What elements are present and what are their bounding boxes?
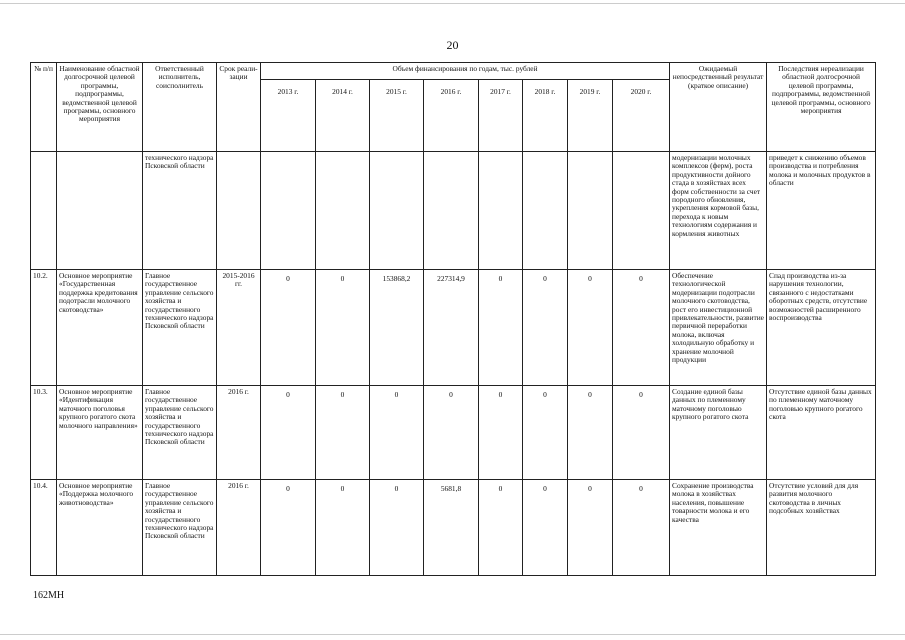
row-value: 0 <box>370 386 424 480</box>
row-value: 0 <box>261 270 316 386</box>
year-header: 2019 г. <box>568 80 613 152</box>
row-value: 0 <box>523 386 568 480</box>
header-num: № п/п <box>31 63 57 152</box>
row-num: 10.4. <box>31 480 57 576</box>
row-value: 0 <box>261 386 316 480</box>
row-value: 5681,8 <box>424 480 479 576</box>
header-funding: Объем финансирования по годам, тыс. рублей <box>261 63 670 80</box>
row-value: 153868,2 <box>370 270 424 386</box>
row-value: 0 <box>261 480 316 576</box>
row-value: 0 <box>316 386 370 480</box>
row-expected: Создание единой базы данных по племенному маточному поголовью крупного рогатого скота <box>670 386 767 480</box>
row-value: 0 <box>479 480 523 576</box>
row-term: 2016 г. <box>217 480 261 576</box>
row-expected: Сохранение производства молока в хозяйствах населения, повышение товарности молока и его качества <box>670 480 767 576</box>
row-value <box>316 152 370 270</box>
header-responsible: Ответственный исполнитель, соисполнитель <box>143 63 217 152</box>
row-responsible: Главное государственное управление сельского хозяйства и государственного технического надзора Псковской области <box>143 270 217 386</box>
row-responsible: технического надзора Псковской области <box>143 152 217 270</box>
header-consequences: Последствия нереализации областной долгосрочной целевой программы, подпрограммы, ведомственной целевой программы, основного мероприятия <box>767 63 876 152</box>
row-consequences: Отсутствие единой базы данных по племенному маточному поголовью крупного рогатого скота <box>767 386 876 480</box>
page-number: 20 <box>446 38 459 52</box>
row-name: Основное мероприятие «Государственная поддержка кредитования подотрасли молочного скотоводства» <box>57 270 143 386</box>
row-value <box>370 152 424 270</box>
row-num: 10.2. <box>31 270 57 386</box>
row-value: 0 <box>613 386 670 480</box>
row-term: 2016 г. <box>217 386 261 480</box>
row-num: 10.3. <box>31 386 57 480</box>
row-term: 2015-2016 гг. <box>217 270 261 386</box>
row-value <box>568 152 613 270</box>
row-value: 0 <box>424 386 479 480</box>
row-name <box>57 152 143 270</box>
row-value: 0 <box>613 480 670 576</box>
row-responsible: Главное государственное управление сельского хозяйства и государственного технического надзора Псковской области <box>143 386 217 480</box>
table-row <box>31 386 876 480</box>
row-consequences: приведет к снижению объемов производства и потребления молока и молочных продуктов в области <box>767 152 876 270</box>
row-term <box>217 152 261 270</box>
row-value: 0 <box>568 386 613 480</box>
year-header: 2014 г. <box>316 80 370 152</box>
row-value: 0 <box>613 270 670 386</box>
row-name: Основное мероприятие «Поддержка молочного животноводства» <box>57 480 143 576</box>
header-name: Наименование областной долгосрочной целевой программы, подпрограммы, ведомственной целевой программы, основного мероприятия <box>57 63 143 152</box>
row-value <box>479 152 523 270</box>
row-value: 0 <box>523 480 568 576</box>
year-header: 2018 г. <box>523 80 568 152</box>
row-value <box>613 152 670 270</box>
row-value: 0 <box>479 270 523 386</box>
row-value <box>261 152 316 270</box>
row-value: 0 <box>316 480 370 576</box>
footer-code: 162МН <box>33 590 65 601</box>
scan-edge-bottom <box>0 634 905 635</box>
row-value: 227314,9 <box>424 270 479 386</box>
header-expected: Ожидаемый непосредственный результат (краткое описание) <box>670 63 767 152</box>
year-header: 2020 г. <box>613 80 670 152</box>
row-value: 0 <box>523 270 568 386</box>
row-value: 0 <box>479 386 523 480</box>
funding-table <box>30 62 876 576</box>
row-value <box>523 152 568 270</box>
row-value: 0 <box>568 270 613 386</box>
row-value: 0 <box>316 270 370 386</box>
table-row <box>31 270 876 386</box>
table-row <box>31 480 876 576</box>
row-num <box>31 152 57 270</box>
year-header: 2013 г. <box>261 80 316 152</box>
table-row <box>31 152 876 270</box>
row-responsible: Главное государственное управление сельского хозяйства и государственного технического надзора Псковской области <box>143 480 217 576</box>
year-header: 2016 г. <box>424 80 479 152</box>
year-header: 2015 г. <box>370 80 424 152</box>
row-name: Основное мероприятие «Идентификация маточного поголовья крупного рогатого скота молочного направления» <box>57 386 143 480</box>
row-value: 0 <box>568 480 613 576</box>
header-row-1 <box>31 63 876 80</box>
scan-edge-top <box>0 3 905 4</box>
row-value <box>424 152 479 270</box>
row-value: 0 <box>370 480 424 576</box>
row-consequences: Спад производства из-за нарушения технологии, связанного с недостатками оборотных средств, отсутствие возможностей расширенного воспроизводства <box>767 270 876 386</box>
row-expected: Обеспечение технологической модернизации подотрасли молочного скотоводства, рост его инвестиционной привлекательности, развитие первичной переработки молока, включая холодильную обработку и хранение молочной продукции <box>670 270 767 386</box>
header-term: Срок реали- зации <box>217 63 261 152</box>
row-expected: модернизации молочных комплексов (ферм), роста продуктивности дойного стада в хозяйствах всех форм собственности за счет породного обновления, укрепления кормовой базы, перехода к новым технологиям содержания и кормления животных <box>670 152 767 270</box>
year-header: 2017 г. <box>479 80 523 152</box>
row-consequences: Отсутствие условий для для развития молочного скотоводства в личных подсобных хозяйствах <box>767 480 876 576</box>
